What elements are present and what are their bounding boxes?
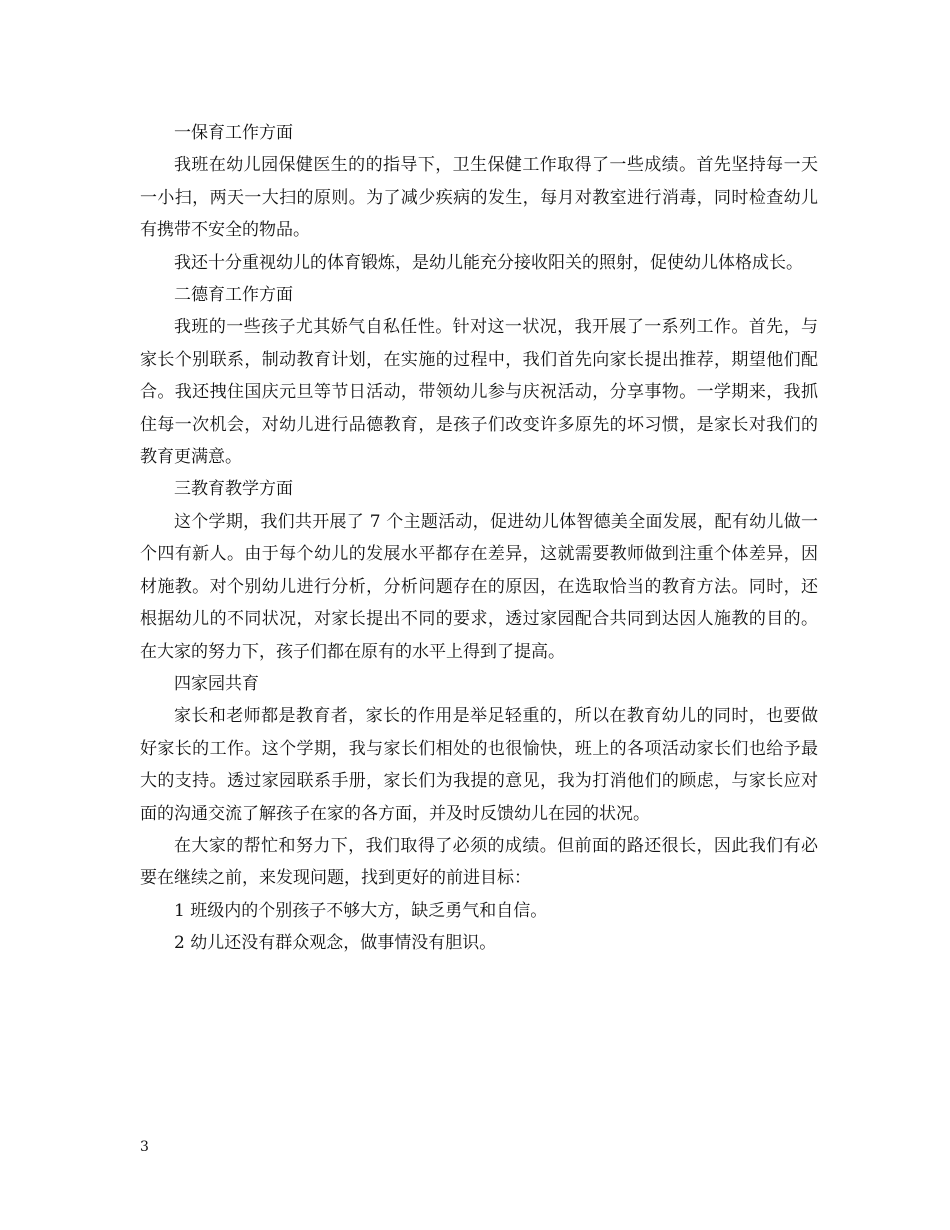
section-heading-home-school: 四家园共育 — [174, 673, 259, 694]
paragraph-teaching: 这个学期，我们共开展了 7 个主题活动，促进幼儿体智德美全面发展，配有幼儿做一个四有新人。由于每个幼儿的发展水平都存在差异，这就需要教师做到注重个体差异，因材施教。对个别幼儿进行分析，分析问题存在的原因，在选取恰当的教育方法。同时，还根据幼儿的不同状况，对家长提出不同的要求，透过家园配合共同到达因人施教的目的。在大家的努力下，孩子们都在原有的水平上得到了提高。 — [140, 511, 818, 662]
paragraph-care-exercise: 我还十分重视幼儿的体育锻炼，是幼儿能充分接收阳关的照射，促使幼儿体格成长。 — [174, 252, 803, 273]
paragraph-summary: 在大家的帮忙和努力下，我们取得了必须的成绩。但前面的路还很长，因此我们有必要在继续之前，来发现问题，找到更好的前进目标： — [140, 835, 818, 889]
document-body — [140, 117, 818, 960]
page-number: 3 — [140, 1139, 149, 1155]
list-item-problem-1: 1 班级内的个别孩子不够大方，缺乏勇气和自信。 — [174, 900, 548, 921]
paragraph-care-hygiene: 我班在幼儿园保健医生的的指导下，卫生保健工作取得了一些成绩。首先坚持每一天一小扫，两天一大扫的原则。为了减少疾病的发生，每月对教室进行消毒，同时检查幼儿有携带不安全的物品。 — [140, 155, 818, 241]
section-heading-moral: 二德育工作方面 — [174, 285, 293, 306]
paragraph-home-school: 家长和老师都是教育者，家长的作用是举足轻重的，所以在教育幼儿的同时，也要做好家长的工作。这个学期，我与家长们相处的也很愉快，班上的各项活动家长们也给予最大的支持。透过家园联系手册，家长们为我提的意见，我为打消他们的顾虑，与家长应对面的沟通交流了解孩子在家的各方面，并及时反馈幼儿在园的状况。 — [140, 706, 818, 824]
section-heading-care: 一保育工作方面 — [174, 123, 293, 143]
list-item-problem-2: 2 幼儿还没有群众观念，做事情没有胆识。 — [174, 933, 497, 954]
paragraph-moral-education: 我班的一些孩子尤其娇气自私任性。针对这一状况，我开展了一系列工作。首先，与家长个别联系，制动教育计划，在实施的过程中，我们首先向家长提出推荐，期望他们配合。我还拽住国庆元旦等节日活动，带领幼儿参与庆祝活动，分享事物。一学期来，我抓住每一次机会，对幼儿进行品德教育，是孩子们改变许多原先的坏习惯，是家长对我们的教育更满意。 — [140, 317, 818, 468]
section-heading-teaching: 三教育教学方面 — [174, 479, 293, 500]
